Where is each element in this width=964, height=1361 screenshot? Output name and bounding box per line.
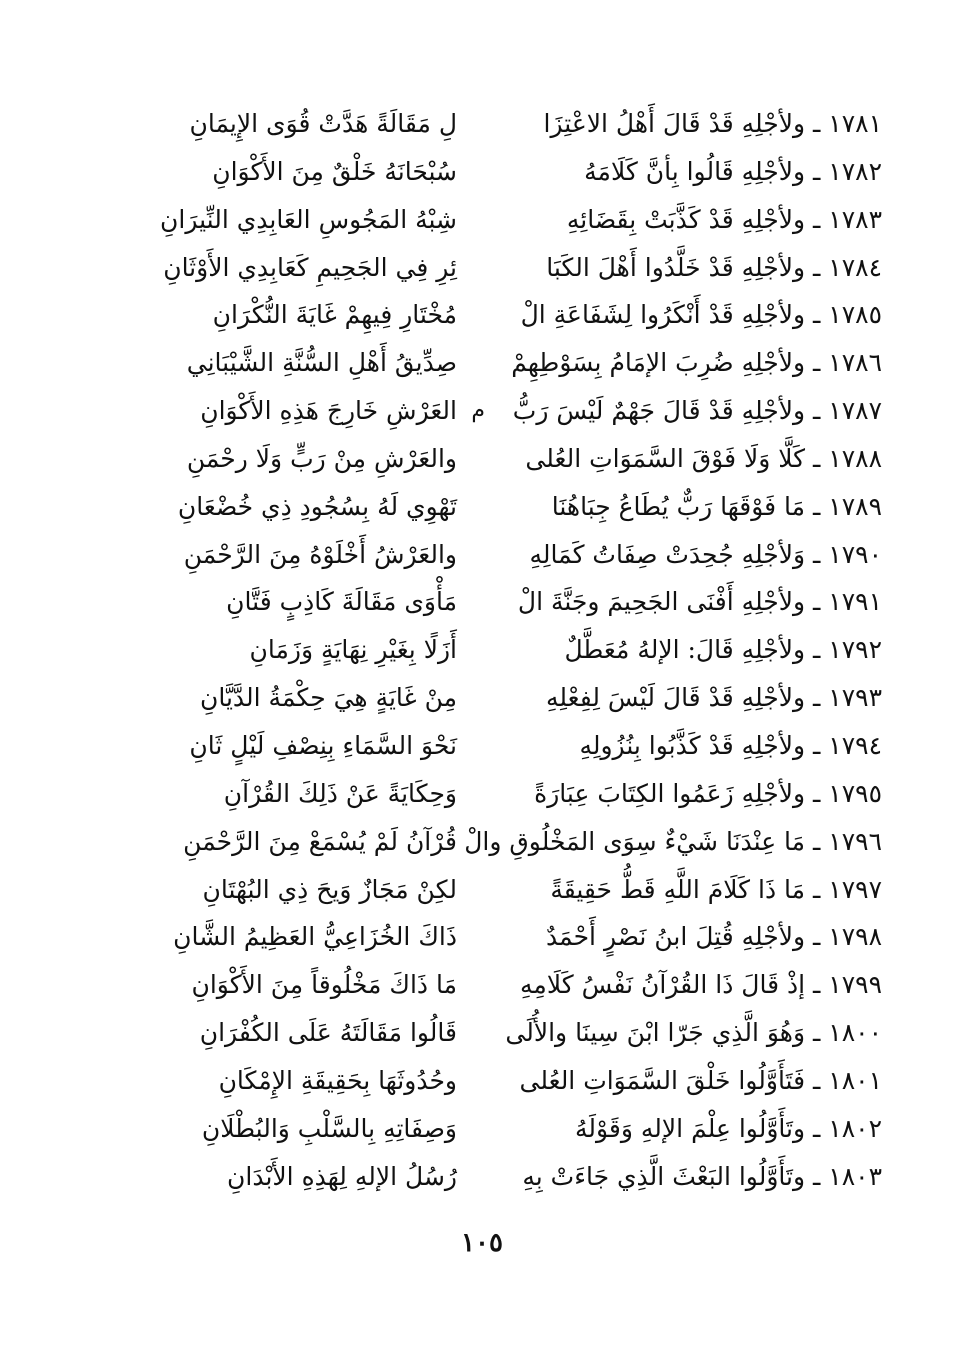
verse-line: [92, 866, 882, 914]
verse-line: [92, 674, 882, 722]
verse-line: [92, 770, 882, 818]
second-hemistich: وَحِكَايَةً عَنْ ذَلِكَ القُرْآنِ: [223, 778, 457, 808]
first-hemistich: ١٧٨٢ ـ ولأجْلِهِ قَالُوا بِأنَّ كَلَامَهُ: [584, 156, 882, 186]
first-hemistich: ١٧٩٥ ـ ولأجْلِهِ زَعَمُوا الكِتَابَ عِبَارَةً: [534, 778, 882, 808]
second-hemistich: والعَرْشِ مِنْ رَبٍّ وَلَا رحْمَنِ: [186, 443, 457, 473]
first-hemistich: ١٨٠١ ـ فَتَأَوَّلُوا خَلْقَ السَّمَوَاتِ العُلى: [519, 1065, 882, 1095]
verse-line: [92, 1105, 882, 1153]
verse-line: [92, 913, 882, 961]
second-hemistich: لكِنْ مَجَازٌ وَيحَ ذِي البُهْتَانِ: [202, 874, 457, 904]
first-hemistich: ١٧٨٦ ـ ولأجْلِهِ ضُرِبَ الإمَامُ بِسَوْطِهِمْ: [511, 348, 882, 378]
verse-line: [92, 196, 882, 244]
poem-body: [92, 100, 882, 1200]
verse-line: [92, 1153, 882, 1201]
first-hemistich: ١٧٩٣ ـ ولأجْلِهِ قَدْ قَالَ لَيْسَ لِفِعْلِهِ: [545, 683, 882, 713]
first-hemistich: ١٧٨٤ ـ ولأجْلِهِ قَدْ خَلَّدُوا أَهْلَ الكَبَا: [546, 252, 882, 282]
first-hemistich: ١٧٨١ ـ ولأجْلِهِ قَدْ قَالَ أَهْلُ الاعْتِزَا: [543, 109, 882, 138]
second-hemistich: شِبْهُ المَجُوسِ العَابِدِي النِّيرَانِ: [160, 204, 457, 234]
verse-line: [92, 291, 882, 339]
first-hemistich: ١٧٩٩ ـ إذْ قَالَ ذَا القُرْآنُ نَفْسُ كَلَامِهِ: [520, 970, 882, 1000]
first-hemistich: ١٨٠٠ ـ وَهُوَ الَّذِي جَرّا ابْنَ سِينَا والأُلَى: [505, 1018, 882, 1048]
verse-line: [92, 961, 882, 1009]
verse-line: [92, 339, 882, 387]
first-hemistich: ١٧٨٩ ـ مَا فَوْقَهَا رَبٌّ يُطَاعُ جِبَاهُنَا: [551, 491, 882, 521]
second-hemistich: قَالُوا مَقَالَتَهُ عَلَى الكُفْرَانِ: [199, 1018, 457, 1048]
verse-line: [92, 578, 882, 626]
verse-line: [92, 244, 882, 292]
first-hemistich: ١٧٨٥ ـ ولأجْلِهِ قَدْ أَنْكَرُوا لِشَفَاعَةِ الْ: [520, 300, 882, 330]
second-hemistich: والعَرْشُ أَخْلَوْهُ مِنَ الرَّحْمَنِ: [183, 539, 457, 569]
second-hemistich: مِنْ غَايَةٍ هِيَ حِكْمَةُ الدَّيَّانِ: [199, 683, 457, 713]
first-hemistich: ١٨٠٣ ـ وتَأَوَّلُوا البَعْثَ الَّذِي جَاءَتْ بِهِ: [522, 1161, 882, 1191]
first-hemistich: ١٧٩٠ ـ وَلأجْلِهِ جُحِدَتْ صِفَاتُ كَمَالِهِ: [529, 539, 882, 569]
second-hemistich: صِدِّيقُ أَهْلِ السُّنَّةِ الشَّيْبَانِي: [186, 348, 457, 378]
first-hemistich: ١٧٩٢ ـ ولأجْلِهِ قَالَ: الإلهُ مُعَطَّلٌ: [564, 635, 882, 665]
page-number: ١٠٥: [461, 1228, 503, 1258]
verse-line: [92, 483, 882, 531]
verse-line: [92, 387, 882, 435]
verse-line: [92, 435, 882, 483]
second-hemistich: وَصِفَاتِهِ بِالسَّلْبِ وَالبُطْلَانِ: [201, 1113, 457, 1143]
first-hemistich: ١٧٩٨ ـ ولأجْلِهِ قُتِلَ ابنُ نَصْرٍ أَحْمَدٌ: [546, 922, 882, 952]
second-hemistich: أَزَلًا بِغَيْرِ نِهَايَةٍ وَزَمَانِ: [249, 635, 457, 665]
verse-line: [92, 626, 882, 674]
second-hemistich: العَرْشِ خَارِجَ هَذِهِ الأَكْوَانِ: [200, 396, 457, 426]
verse-line: [92, 1009, 882, 1057]
first-hemistich: ١٧٨٧ ـ ولأجْلِهِ قَدْ قَالَ جَهْمٌ لَيْسَ رَبُّ: [512, 396, 882, 426]
verse-line: [92, 148, 882, 196]
second-hemistich: سُبْحَانَهُ خَلْقٌ مِنَ الأَكْوَانِ: [212, 156, 457, 186]
second-hemistich: وحُدُوثَهَا بِحَقِيقَةِ الإِمْكَانِ: [218, 1065, 457, 1095]
second-hemistich: لِ مَقَالَةً هَدَّتْ قُوَى الإِيمَانِ: [189, 109, 457, 138]
first-hemistich: ١٨٠٢ ـ وتَأَوَّلُوا عِلْمَ الإلهِ وَقَوْلَهُ: [575, 1113, 882, 1143]
first-hemistich: ١٧٨٣ ـ ولأجْلِهِ قَدْ كَذَّبَتْ بِقَضَائِهِ: [566, 204, 882, 234]
second-hemistich: مُخْتَارِ فِيهِمْ غَايَةَ النُّكْرَانِ: [212, 300, 457, 330]
second-hemistich: ذَاكَ الخُزَاعِيُّ العَظِيمُ الشَّانِ: [173, 922, 457, 952]
first-hemistich: ١٧٩١ ـ ولأجْلِهِ أَفْنَى الجَحِيمَ وجَنَّةَ الْ: [517, 587, 882, 617]
verse-line: [92, 1057, 882, 1105]
second-hemistich: نَحْوَ السَّمَاءِ بِنِصْفِ لَيْلٍ ثَانِ: [189, 730, 457, 760]
verse-line: [92, 100, 882, 148]
verse-marker: م: [471, 398, 485, 424]
second-hemistich: تَهْوِي لَهُ بِسُجُودِ ذِي خُضْعَانِ: [177, 491, 457, 521]
second-hemistich: قُرْآنُ لَمْ يُسْمَعْ مِنَ الرَّحْمَنِ: [183, 826, 457, 856]
first-hemistich: ١٧٨٨ ـ كَلَّا وَلَا فَوْقَ السَّمَوَاتِ العُلى: [525, 443, 882, 473]
first-hemistich: ١٧٩٦ ـ مَا عِنْدَنَا شَيْءٌ سِوَى المَخْلُوقِ والْ: [464, 826, 882, 856]
verse-line: [92, 531, 882, 579]
second-hemistich: ئِرِ فِي الجَحِيمِ كَعَابِدِي الأَوْثَانِ: [163, 252, 457, 282]
first-hemistich: ١٧٩٧ ـ مَا ذَا كَلَامَ اللَّهِ قَطُّ حَقِيقَةً: [550, 874, 882, 904]
second-hemistich: مَا ذَاكَ مَخْلُوقاً مِنَ الأَكْوَانِ: [191, 970, 457, 1000]
verse-line: [92, 722, 882, 770]
first-hemistich: ١٧٩٤ ـ ولأجْلِهِ قَدْ كَذَّبُوا بِنُزُولِهِ: [579, 730, 882, 760]
second-hemistich: مَأْوَى مَقَالَةَ كَاذِبٍ فَتَّانِ: [226, 587, 457, 617]
verse-line: [92, 818, 882, 866]
second-hemistich: رُسُلُ الإلهِ لِهَذِهِ الأَبْدَانِ: [227, 1161, 457, 1191]
